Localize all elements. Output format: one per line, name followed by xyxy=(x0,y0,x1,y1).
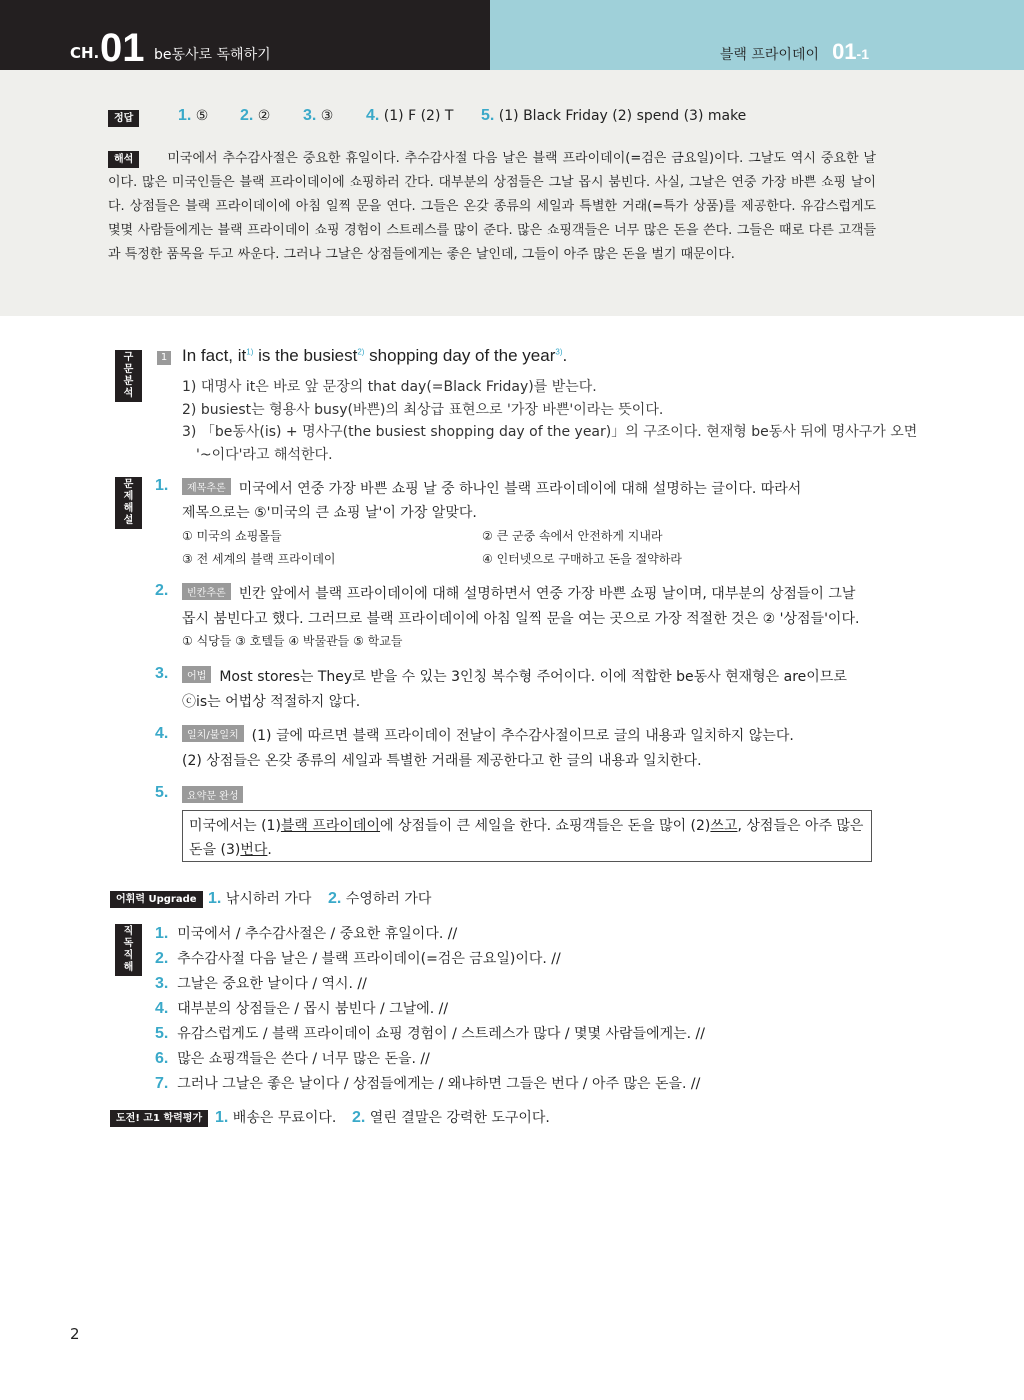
challenge-item: 2. 열린 결말은 강력한 도구이다. xyxy=(352,1109,550,1126)
translation-paragraph xyxy=(108,147,876,267)
page-number: 2 xyxy=(70,1325,80,1343)
problem-number: 1. xyxy=(155,477,169,494)
syntax-note: 1) 대명사 it은 바로 앞 문장의 that day(=Black Friday)를 받는다. xyxy=(182,379,597,395)
syntax-sentence: In fact, $it^{1)}$ is the busiest$^{2)}$ shopping day of the year$^{3)}$. xyxy=(182,346,568,365)
direct-item: 1. 미국에서 / 추수감사절은 / 중요한 휴일이다. // xyxy=(155,925,458,942)
direct-translation-tag: 직독 직해 xyxy=(115,924,142,976)
option: ③ 전 세계의 블랙 프라이데이 xyxy=(182,552,336,566)
direct-item: 3. 그날은 중요한 날이다 / 역시. // xyxy=(155,975,367,992)
direct-item: 6. 많은 쇼핑객들은 쓴다 / 너무 많은 돈을. // xyxy=(155,1050,430,1067)
problem-3-line: ⓒis는 어법상 적절하지 않다. xyxy=(182,694,361,710)
answer-item: 1. ⑤ xyxy=(178,107,209,124)
problem-number: 5. xyxy=(155,784,169,801)
sentence-number-box: 1 xyxy=(157,351,171,365)
challenge-item: 1. 배송은 무료이다. xyxy=(215,1109,337,1126)
syntax-note: 2) busiest는 형용사 busy(바쁜)의 최상급 표현으로 '가장 바쁜'이라는 뜻이다. xyxy=(182,402,664,418)
problem-1-line: 제목추론 미국에서 연중 가장 바쁜 쇼핑 날 중 하나인 블랙 프라이데이에 대해 설명하는 글이다. 따라서 xyxy=(182,478,801,498)
direct-item: 7. 그러나 그날은 좋은 날이다 / 상점들에게는 / 왜냐하면 그들은 번다 / 아주 많은 돈을. // xyxy=(155,1075,701,1092)
vocab-item: 1. 낚시하러 가다 xyxy=(208,890,312,907)
challenge-tag: 도전! 고1 학력평가 xyxy=(110,1110,208,1127)
direct-item: 4. 대부분의 상점들은 / 몹시 붐빈다 / 그날에. // xyxy=(155,1000,449,1017)
option: ② 큰 군중 속에서 안전하게 지내라 xyxy=(482,529,663,543)
option: ① 미국의 쇼핑몰들 xyxy=(182,529,282,543)
problem-number: 2. xyxy=(155,582,169,599)
vocab-item: 2. 수영하러 가다 xyxy=(328,890,432,907)
problem-3-line: 어법 Most stores는 They로 받을 수 있는 3인칭 복수형 주어이다. 이에 적합한 be동사 현재형은 are이므로 xyxy=(182,666,847,686)
summary-box: 미국에서는 (1)블랙 프라이데이에 상점들이 큰 세일을 한다. 쇼핑객들은 돈을 많이 (2)쓰고, 상점들은 아주 많은 돈을 (3)번다. xyxy=(182,810,872,862)
syntax-note: '~이다'라고 해석한다. xyxy=(196,447,333,463)
chapter-number: 01 xyxy=(100,26,145,70)
problem-tag: 문제 해설 xyxy=(115,477,142,529)
answer-item: 2. ② xyxy=(240,107,271,124)
answer-tag: 정답 xyxy=(108,110,139,127)
syntax-tag: 구문 분석 xyxy=(115,350,142,402)
problem-4-line: 일치/불일치 (1) 글에 따르면 블랙 프라이데이 전날이 추수감사절이므로 글의 내용과 일치하지 않는다. xyxy=(182,725,794,745)
problem-number: 4. xyxy=(155,725,169,742)
syntax-note: 3) 「be동사(is) + 명사구(the busiest shopping day of the year)」의 구조이다. 현재형 be동사 뒤에 명사구가 오면 xyxy=(182,424,918,440)
problem-4-line: (2) 상점들은 온갖 종류의 세일과 특별한 거래를 제공한다고 한 글의 내용과 일치한다. xyxy=(182,753,702,769)
vocab-tag: 어휘력 Upgrade xyxy=(110,891,203,908)
direct-item: 5. 유감스럽게도 / 블랙 프라이데이 쇼핑 경험이 / 스트레스가 많다 / 몇몇 사람들에게는. // xyxy=(155,1025,705,1042)
translation-tag: 해석 xyxy=(108,151,139,168)
unit-number: 01-1 xyxy=(832,39,869,64)
answer-item: 4. (1) F (2) T xyxy=(366,107,454,124)
problem-2-line: 몹시 붐빈다고 했다. 그러므로 블랙 프라이데이에 아침 일찍 문을 여는 곳으로 가장 적절한 것은 ② '상점들'이다. xyxy=(182,611,860,627)
problem-2-line: 빈칸추론 빈칸 앞에서 블랙 프라이데이에 대해 설명하면서 연중 가장 바쁜 쇼핑 날이며, 대부분의 상점들이 그날 xyxy=(182,583,855,603)
problem-5-tag: 요약문 완성 xyxy=(182,786,251,805)
unit-title: 블랙 프라이데이 xyxy=(719,47,819,63)
chapter-title: be동사로 독해하기 xyxy=(154,47,271,63)
direct-item: 2. 추수감사절 다음 날은 / 블랙 프라이데이(=검은 금요일)이다. // xyxy=(155,950,561,967)
problem-number: 3. xyxy=(155,665,169,682)
chapter-label: CH. xyxy=(70,44,100,62)
answer-item: 3. ③ xyxy=(303,107,334,124)
option: ① 식당들 ③ 호텔들 ④ 박물관들 ⑤ 학교들 xyxy=(182,634,403,648)
option: ④ 인터넷으로 구매하고 돈을 절약하라 xyxy=(482,552,682,566)
translation-text: 미국에서 추수감사절은 중요한 휴일이다. 추수감사절 다음 날은 블랙 프라이데이(=검은 금요일)이다. 그날도 역시 중요한 날이다. 많은 미국인들은 블랙 프라이데이에 쇼핑하러 간다. 대부분의 상점들은 그날 몹시 붐빈다. 사실, 그날은 연중 가장 바쁜 쇼핑 날이다. 상점들은 블랙 프라이데이에 아침 일찍 문을 연다. 그들은 온갖 종류의 세일과 특별한 거래(=특가 상품)를 제공한다. 유감스럽게도 몇몇 사람들에게는 블랙 프라이데이 쇼핑 경험이 스트레스를 많이 준다. 많은 쇼핑객들은 너무 많은 돈을 쓴다. 그들은 때로 다른 고객들과 특정한 품목을 두고 싸운다. 그러나 그날은 상점들에게는 좋은 날인데, 그들이 아주 많은 돈을 벌기 때문이다. xyxy=(108,151,876,262)
problem-1-line: 제목으로는 ⑤'미국의 큰 쇼핑 날'이 가장 알맞다. xyxy=(182,505,477,521)
answer-item: 5. (1) Black Friday (2) spend (3) make xyxy=(481,107,747,124)
